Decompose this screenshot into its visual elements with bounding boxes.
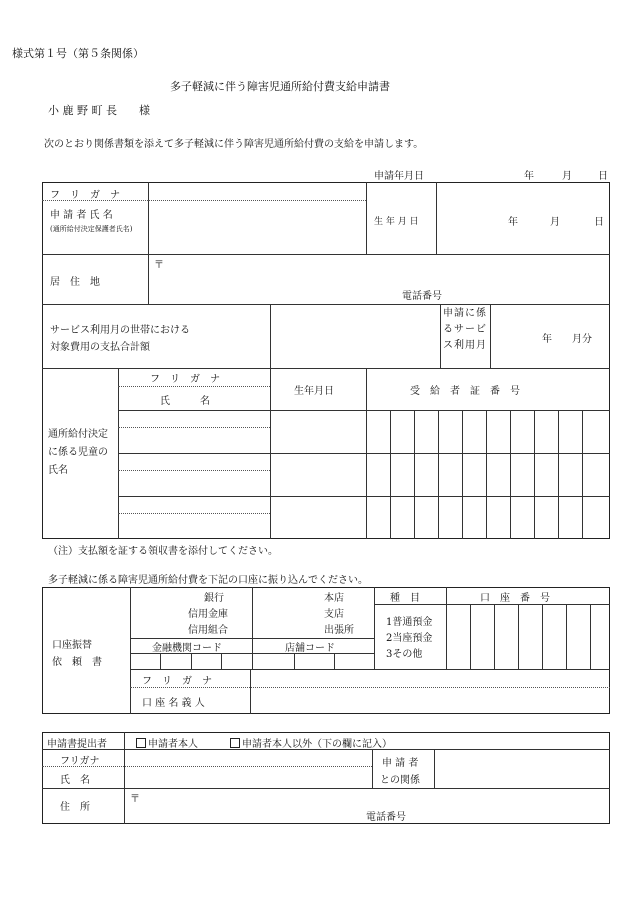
intro-text: 次のとおり関係書類を添えて多子軽減に伴う障害児通所給付費の支給を申請します。 <box>44 139 424 150</box>
application-date-day: 日 <box>598 171 608 182</box>
relation-label-1: 申 請 者 <box>382 758 419 769</box>
addressee: 小 鹿 野 町 長 様 <box>48 104 150 117</box>
children-section-label: 通所給付決定に係る児童の氏名 <box>48 429 108 476</box>
applicant-table <box>42 182 610 539</box>
birth-year-unit: 年 <box>508 217 518 228</box>
branch-code-label: 店舗コード <box>285 643 335 654</box>
submitter-option-other[interactable]: 申請者本人以外（下の欄に記入） <box>230 735 392 750</box>
furigana-input-line[interactable] <box>148 200 366 201</box>
checkbox-other[interactable] <box>230 738 240 748</box>
applicant-birth-label: 生 年 月 日 <box>374 217 419 227</box>
bank-code-label: 金融機関コード <box>152 643 222 654</box>
submitter-address-label: 住 所 <box>60 802 90 813</box>
certificate-number-header: 受 給 者 証 番 号 <box>410 386 520 397</box>
receipt-note: （注）支払額を証する領収書を添付してください。 <box>48 546 278 557</box>
address-label: 居 住 地 <box>50 277 100 288</box>
account-type-other: 3その他 <box>386 649 423 660</box>
submitter-phone-label: 電話番号 <box>366 812 406 823</box>
checkbox-self[interactable] <box>136 738 146 748</box>
service-month-label: 申請に係るサービス利用月 <box>443 308 487 351</box>
applicant-name-label: 申 請 者 氏 名 <box>50 210 113 221</box>
bank-section-label-2: 依 頼 書 <box>52 657 102 668</box>
child-furigana-header: フ リ ガ ナ <box>150 374 220 385</box>
application-date-label: 申請年月日 <box>374 171 424 182</box>
form-number: 様式第１号（第５条関係） <box>12 47 144 60</box>
submitter-label: 申請書提出者 <box>47 739 107 750</box>
account-type-label: 種 目 <box>390 593 420 604</box>
branch-type-main: 本店 <box>324 593 344 604</box>
holder-furigana-label: フ リ ガ ナ <box>142 676 212 687</box>
branch-type-office: 出張所 <box>324 625 354 636</box>
account-number-label: 口 座 番 号 <box>480 593 550 604</box>
form-title: 多子軽減に伴う障害児通所給付費支給申請書 <box>170 80 390 93</box>
submitter-postal-mark: 〒 <box>130 794 140 805</box>
child-name-header: 氏 名 <box>160 396 210 407</box>
address-phone-label: 電話番号 <box>402 291 442 302</box>
bank-type-shinkin: 信用金庫 <box>188 609 228 620</box>
account-type-current: 2当座預金 <box>386 633 433 644</box>
application-date-month: 月 <box>562 171 572 182</box>
branch-type-branch: 支店 <box>324 609 344 620</box>
applicant-furigana-label: フ リ ガ ナ <box>50 190 120 201</box>
cost-label-line2: 対象費用の支払合計額 <box>50 342 150 353</box>
bank-section-label-1: 口座振替 <box>52 640 92 651</box>
submitter-option-self[interactable]: 申請者本人 <box>136 735 198 750</box>
applicant-name-sublabel: (通所給付決定保護者氏名) <box>50 225 133 233</box>
bank-type-kumiai: 信用組合 <box>188 625 228 636</box>
bank-type-bank: 銀行 <box>204 593 224 604</box>
address-postal-mark: 〒 <box>154 260 164 271</box>
service-month-unit: 年 月分 <box>542 334 592 345</box>
birth-day-unit: 日 <box>594 217 604 228</box>
cost-label-line1: サービス利用月の世帯における <box>50 325 190 336</box>
account-holder-label: 口 座 名 義 人 <box>142 698 205 709</box>
birth-month-unit: 月 <box>550 217 560 228</box>
child-birth-header: 生年月日 <box>294 386 334 397</box>
relation-label-2: との関係 <box>380 775 420 786</box>
submitter-furigana-label: フリガナ <box>60 756 100 767</box>
application-date-year: 年 <box>524 171 534 182</box>
bank-intro-text: 多子軽減に係る障害児通所給付費を下記の口座に振り込んでください。 <box>48 575 368 586</box>
submitter-name-label: 氏 名 <box>60 775 90 786</box>
account-type-ordinary: 1普通預金 <box>386 617 433 628</box>
